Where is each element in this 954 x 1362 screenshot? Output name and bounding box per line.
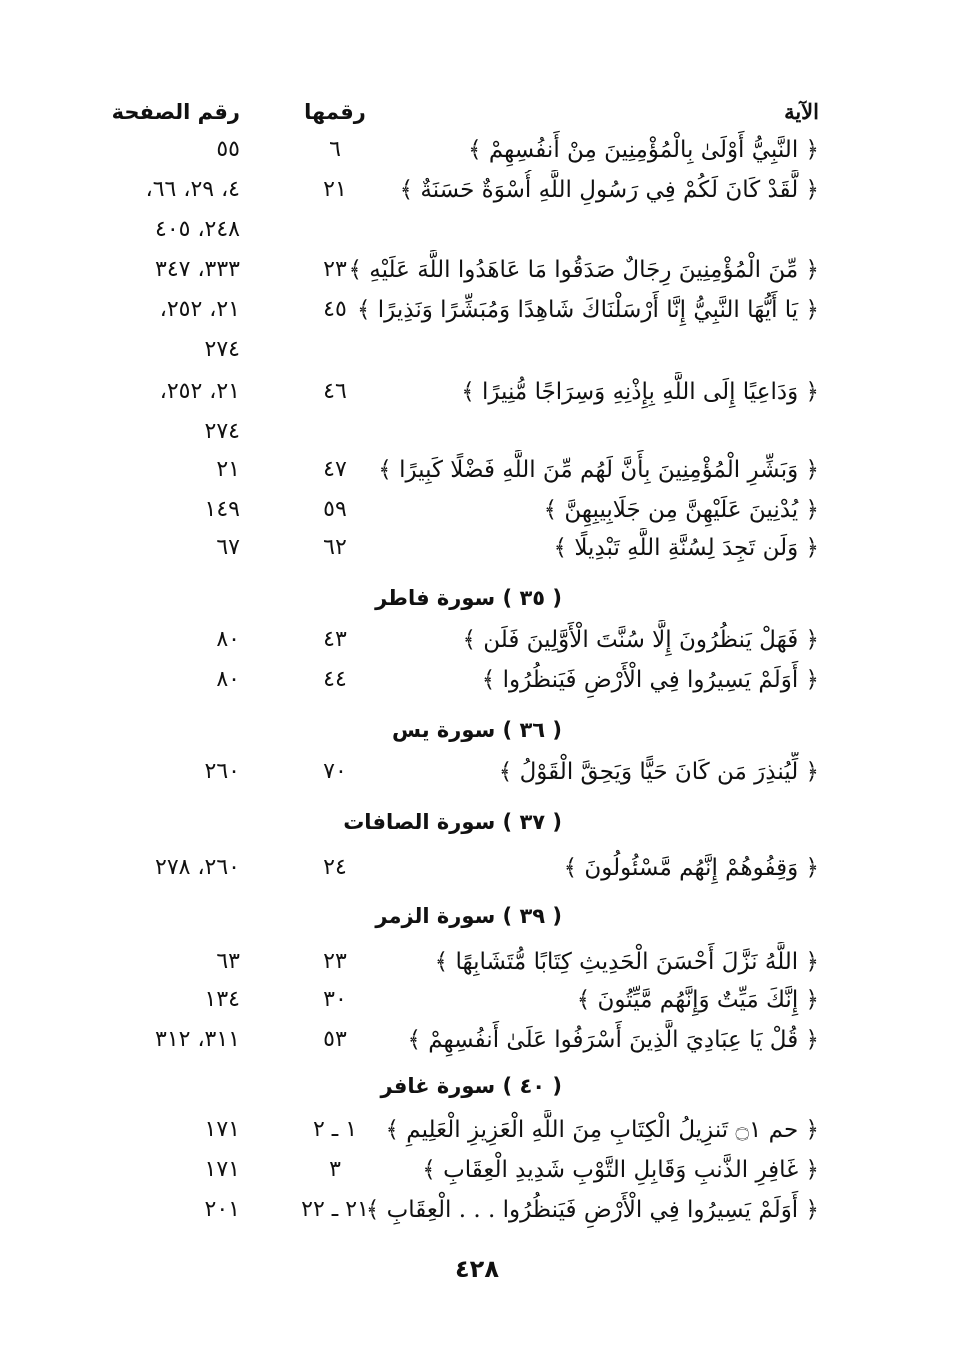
surah-heading: ( ٣٦ ) سورة يس (392, 718, 562, 742)
page-references: ٢٧٤ (204, 419, 240, 444)
page-references: ٦٣ (216, 949, 240, 974)
verse-number: ٢١ ـ ٢٢ (301, 1197, 369, 1222)
verse-text: ﴿ النَّبِيُّ أَوْلَىٰ بِالْمُؤْمِنِينَ مِنْ أَنفُسِهِمْ ﴾ (468, 137, 819, 163)
verse-number: ٢٤ (323, 855, 347, 880)
page-references: ٣١١، ٣١٢ (155, 1027, 240, 1052)
header-verse: الآية (784, 99, 819, 124)
verse-text: ﴿ أَوَلَمْ يَسِيرُوا فِي الْأَرْضِ فَيَنظُرُوا ﴾ (481, 667, 819, 693)
verse-text: ﴿ اللَّهُ نَزَّلَ أَحْسَنَ الْحَدِيثِ كِتَابًا مُّتَشَابِهًا ﴾ (434, 949, 819, 975)
verse-text: ﴿ يُدْنِينَ عَلَيْهِنَّ مِن جَلَابِيبِهِنَّ ﴾ (543, 497, 819, 523)
page-references: ١٣٤ (204, 987, 240, 1012)
verse-number: ٢٣ (323, 257, 347, 282)
verse-text: ﴿ وَلَن تَجِدَ لِسُنَّةِ اللَّهِ تَبْدِيلًا ﴾ (553, 535, 819, 561)
verse-text: ﴿ غَافِرِ الذَّنبِ وَقَابِلِ التَّوْبِ شَدِيدِ الْعِقَابِ ﴾ (422, 1157, 819, 1183)
verse-text: ﴿ وَبَشِّرِ الْمُؤْمِنِينَ بِأَنَّ لَهُم مِّنَ اللَّهِ فَضْلًا كَبِيرًا ﴾ (378, 457, 819, 483)
page-references: ٢٦٠، ٢٧٨ (155, 855, 240, 880)
verse-text: ﴿ يَا أَيُّهَا النَّبِيُّ إِنَّا أَرْسَلْنَاكَ شَاهِدًا وَمُبَشِّرًا وَنَذِيرًا ﴾ (357, 297, 819, 323)
page-references: ٢٤٨، ٤٠٥ (155, 217, 240, 242)
verse-number: ٢٣ (323, 949, 347, 974)
page-references: ٢٠١ (204, 1197, 240, 1222)
verse-text: ﴿ لِّيُنذِرَ مَن كَانَ حَيًّا وَيَحِقَّ الْقَوْلُ ﴾ (498, 759, 819, 785)
page-references: ٢٦٠ (204, 759, 240, 784)
page-references: ٣٣٣، ٣٤٧ (155, 257, 240, 282)
page-references: ٢٧٤ (204, 337, 240, 362)
verse-text: ﴿ حم ۝١ تَنزِيلُ الْكِتَابِ مِنَ اللَّهِ الْعَزِيزِ الْعَلِيمِ ﴾ (385, 1117, 819, 1143)
page-references: ٨٠ (216, 667, 240, 692)
verse-text: ﴿ لَّقَدْ كَانَ لَكُمْ فِي رَسُولِ اللَّهِ أُسْوَةٌ حَسَنَةٌ ﴾ (399, 177, 819, 203)
page-references: ١٧١ (204, 1157, 240, 1182)
verse-text: ﴿ قُلْ يَا عِبَادِيَ الَّذِينَ أَسْرَفُوا عَلَىٰ أَنفُسِهِمْ ﴾ (407, 1027, 819, 1053)
verse-number: ٤٤ (323, 667, 347, 692)
verse-text: ﴿ إِنَّكَ مَيِّتٌ وَإِنَّهُم مَّيِّتُونَ ﴾ (576, 987, 819, 1013)
page-references: ٨٠ (216, 627, 240, 652)
surah-heading: ( ٤٠ ) سورة غافر (380, 1074, 562, 1098)
verse-number: ١ ـ ٢ (312, 1117, 358, 1142)
page-references: ١٧١ (204, 1117, 240, 1142)
verse-number: ٢١ (323, 177, 347, 202)
verse-number: ٤٥ (323, 297, 347, 322)
surah-heading: ( ٣٩ ) سورة الزمر (375, 904, 562, 928)
verse-text: ﴿ وَدَاعِيًا إِلَى اللَّهِ بِإِذْنِهِ وَسِرَاجًا مُّنِيرًا ﴾ (461, 379, 819, 405)
page-references: ٢١، ٢٥٢، (159, 379, 240, 404)
verse-number: ٥٩ (323, 497, 347, 522)
verse-number: ٤٧ (323, 457, 347, 482)
verse-number: ٤٦ (323, 379, 347, 404)
verse-number: ٧٠ (323, 759, 347, 784)
verse-text: ﴿ وَقِفُوهُمْ إِنَّهُم مَّسْئُولُونَ ﴾ (563, 855, 819, 881)
page-references: ١٤٩ (204, 497, 240, 522)
verse-text: ﴿ أَوَلَمْ يَسِيرُوا فِي الْأَرْضِ فَيَنظُرُوا . . . الْعِقَابِ ﴾ (365, 1197, 819, 1223)
verse-number: ٦٢ (323, 535, 347, 560)
surah-heading: ( ٣٥ ) سورة فاطر (375, 586, 562, 610)
header-page: رقم الصفحة (111, 100, 240, 124)
verse-number: ٣ (329, 1157, 341, 1182)
verse-number: ٣٠ (323, 987, 347, 1012)
verse-number: ٤٣ (323, 627, 347, 652)
verse-number: ٦ (329, 137, 341, 162)
page-references: ٢١ (216, 457, 240, 482)
header-number: رقمها (304, 100, 366, 124)
verse-text: ﴿ مِّنَ الْمُؤْمِنِينَ رِجَالٌ صَدَقُوا مَا عَاهَدُوا اللَّهَ عَلَيْهِ ﴾ (348, 257, 819, 283)
verse-text: ﴿ فَهَلْ يَنظُرُونَ إِلَّا سُنَّتَ الْأَوَّلِينَ فَلَن ﴾ (462, 627, 819, 653)
surah-heading: ( ٣٧ ) سورة الصافات (343, 810, 562, 834)
page-references: ٢١، ٢٥٢، (159, 297, 240, 322)
page-references: ٦٧ (216, 535, 240, 560)
verse-number: ٥٣ (323, 1027, 347, 1052)
page-number: ٤٢٨ (455, 1255, 499, 1283)
page-references: ٤، ٢٩، ٦٦، (145, 177, 240, 202)
page-references: ٥٥ (216, 137, 240, 162)
